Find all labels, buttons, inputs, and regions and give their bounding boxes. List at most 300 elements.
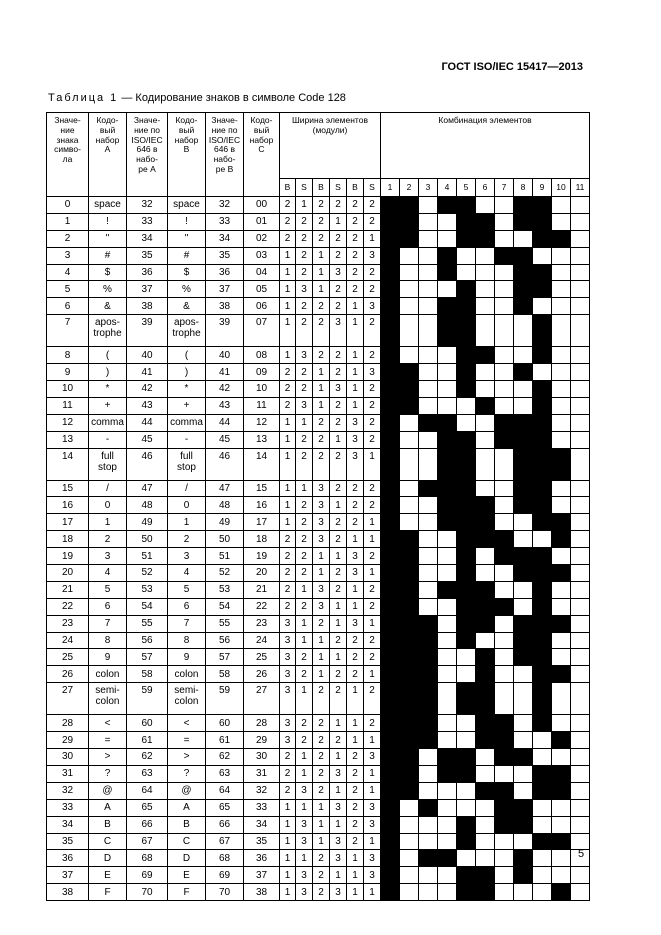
space-module [476, 565, 495, 582]
element-width: 2 [364, 715, 381, 732]
bar-module [419, 632, 438, 649]
space-module [419, 782, 438, 799]
element-width: 1 [280, 850, 296, 867]
code-set-c: 07 [244, 315, 280, 347]
iso-value-a: 61 [127, 732, 168, 749]
iso-value-a: 65 [127, 799, 168, 816]
bar-module [381, 598, 400, 615]
element-width: 1 [313, 397, 330, 414]
bar-module [476, 715, 495, 732]
symbol-value: 4 [47, 264, 89, 281]
iso-value-b: 55 [206, 615, 244, 632]
bar-module [419, 850, 438, 867]
element-width: 1 [364, 732, 381, 749]
code-set-a: & [89, 298, 127, 315]
element-width: 2 [347, 230, 364, 247]
space-module [495, 480, 514, 497]
space-module [457, 732, 476, 749]
symbol-value: 38 [47, 884, 89, 901]
element-width: 1 [313, 649, 330, 666]
element-width: 2 [330, 683, 347, 715]
table-row [47, 197, 590, 214]
element-width: 1 [347, 850, 364, 867]
code-set-a: 7 [89, 615, 127, 632]
space-module [571, 581, 590, 598]
bar-module [400, 197, 419, 214]
code-set-c: 15 [244, 480, 280, 497]
space-module [571, 514, 590, 531]
element-width: 3 [296, 347, 313, 364]
bar-module [514, 264, 533, 281]
bar-module [438, 431, 457, 448]
code-set-b: B [168, 816, 206, 833]
bar-module [381, 884, 400, 901]
space-module [571, 381, 590, 398]
space-module [514, 884, 533, 901]
bar-module [381, 683, 400, 715]
code-set-c: 04 [244, 264, 280, 281]
element-width: 1 [330, 615, 347, 632]
table-row [47, 615, 590, 632]
element-width: 2 [313, 732, 330, 749]
symbol-value: 7 [47, 315, 89, 347]
bar-module [533, 381, 552, 398]
bar-module [457, 448, 476, 480]
bar-module [514, 649, 533, 666]
iso-value-b: 36 [206, 264, 244, 281]
code-set-c: 01 [244, 213, 280, 230]
iso-value-b: 39 [206, 315, 244, 347]
bar-module [476, 397, 495, 414]
bar-module [476, 782, 495, 799]
space-module [495, 850, 514, 867]
element-width: 1 [364, 448, 381, 480]
element-width: 3 [330, 833, 347, 850]
bar-module [438, 480, 457, 497]
code-set-b: 2 [168, 531, 206, 548]
space-module [571, 749, 590, 766]
space-module [476, 765, 495, 782]
bar-module [533, 197, 552, 214]
element-width: 1 [280, 281, 296, 298]
bar-module [514, 615, 533, 632]
space-module [571, 765, 590, 782]
space-module [400, 833, 419, 850]
element-width: 3 [364, 799, 381, 816]
code-set-a: % [89, 281, 127, 298]
element-width: 1 [347, 531, 364, 548]
space-module [476, 548, 495, 565]
code-set-b: ? [168, 765, 206, 782]
space-module [457, 247, 476, 264]
code-set-c: 13 [244, 431, 280, 448]
space-module [457, 666, 476, 683]
space-module [495, 649, 514, 666]
space-module [514, 514, 533, 531]
element-width: 1 [330, 649, 347, 666]
bar-module [438, 298, 457, 315]
bar-module [381, 749, 400, 766]
iso-value-b: 53 [206, 581, 244, 598]
element-width: 3 [313, 480, 330, 497]
space-module [552, 213, 571, 230]
space-module [552, 414, 571, 431]
bar-module [457, 615, 476, 632]
space-module [571, 683, 590, 715]
space-module [552, 315, 571, 347]
bar-module [457, 565, 476, 582]
element-width: 1 [347, 683, 364, 715]
space-module [571, 281, 590, 298]
code-set-b: A [168, 799, 206, 816]
bar-module [381, 867, 400, 884]
space-module [419, 281, 438, 298]
element-width: 3 [330, 381, 347, 398]
element-width: 3 [296, 884, 313, 901]
iso-value-a: 58 [127, 666, 168, 683]
element-width: 3 [296, 782, 313, 799]
element-width: 1 [364, 833, 381, 850]
code-set-b: ) [168, 364, 206, 381]
element-width: 2 [347, 666, 364, 683]
space-module [571, 397, 590, 414]
space-module [400, 448, 419, 480]
space-module [571, 247, 590, 264]
bar-module [400, 782, 419, 799]
bar-module [476, 683, 495, 715]
space-module [533, 799, 552, 816]
code-set-c: 02 [244, 230, 280, 247]
element-width: 3 [364, 247, 381, 264]
element-width: 2 [347, 281, 364, 298]
iso-value-a: 48 [127, 497, 168, 514]
table-row [47, 683, 590, 715]
element-width: 1 [364, 531, 381, 548]
bar-module [438, 850, 457, 867]
space-module [476, 264, 495, 281]
bar-module [381, 531, 400, 548]
element-width: 2 [330, 581, 347, 598]
element-width: 2 [296, 315, 313, 347]
code-set-c: 35 [244, 833, 280, 850]
space-module [438, 799, 457, 816]
code-set-c: 06 [244, 298, 280, 315]
bar-module [381, 213, 400, 230]
space-module [552, 431, 571, 448]
code-set-b: # [168, 247, 206, 264]
space-module [438, 397, 457, 414]
code-set-c: 27 [244, 683, 280, 715]
space-module [552, 264, 571, 281]
element-width: 1 [330, 749, 347, 766]
module-number: 2 [400, 179, 419, 197]
code-set-c: 19 [244, 548, 280, 565]
code-set-a: 5 [89, 581, 127, 598]
iso-value-b: 50 [206, 531, 244, 548]
code-set-a: 2 [89, 531, 127, 548]
bar-module [514, 414, 533, 431]
element-width: 2 [364, 197, 381, 214]
table-row [47, 298, 590, 315]
element-width: 3 [347, 615, 364, 632]
bar-module [533, 281, 552, 298]
code-set-c: 24 [244, 632, 280, 649]
element-width: 3 [313, 514, 330, 531]
space-module [533, 749, 552, 766]
space-module [495, 581, 514, 598]
iso-value-b: 32 [206, 197, 244, 214]
space-module [571, 431, 590, 448]
bar-module [533, 765, 552, 782]
space-module [552, 247, 571, 264]
code-set-a: $ [89, 264, 127, 281]
element-width: 3 [364, 850, 381, 867]
bar-module [533, 683, 552, 715]
bar-module [476, 531, 495, 548]
element-width: 1 [280, 514, 296, 531]
header-combination: Комбинация элементов [381, 113, 590, 179]
element-width: 1 [364, 666, 381, 683]
code-set-b: % [168, 281, 206, 298]
space-module [476, 381, 495, 398]
iso-value-b: 58 [206, 666, 244, 683]
element-width: 2 [280, 565, 296, 582]
space-module [438, 816, 457, 833]
element-width: 2 [330, 514, 347, 531]
code-set-b: 4 [168, 565, 206, 582]
symbol-value: 9 [47, 364, 89, 381]
element-width: 1 [330, 715, 347, 732]
code-set-c: 33 [244, 799, 280, 816]
space-module [495, 683, 514, 715]
space-module [571, 732, 590, 749]
element-width: 3 [280, 615, 296, 632]
element-width: 1 [364, 514, 381, 531]
element-width: 1 [364, 565, 381, 582]
element-width: 2 [313, 431, 330, 448]
code-set-b: full stop [168, 448, 206, 480]
element-width: 2 [347, 749, 364, 766]
code-set-a: - [89, 431, 127, 448]
bar-module [552, 765, 571, 782]
width-label: S [296, 179, 313, 197]
code-set-a: F [89, 884, 127, 901]
space-module [552, 850, 571, 867]
bar-module [495, 799, 514, 816]
element-width: 2 [280, 548, 296, 565]
module-number: 6 [476, 179, 495, 197]
code-set-c: 05 [244, 281, 280, 298]
space-module [419, 765, 438, 782]
space-module [400, 816, 419, 833]
space-module [476, 480, 495, 497]
code-set-c: 08 [244, 347, 280, 364]
iso-value-b: 51 [206, 548, 244, 565]
bar-module [457, 765, 476, 782]
element-width: 1 [296, 480, 313, 497]
bar-module [457, 197, 476, 214]
bar-module [514, 548, 533, 565]
code-set-b: apos- trophe [168, 315, 206, 347]
space-module [419, 347, 438, 364]
table-row [47, 531, 590, 548]
space-module [552, 715, 571, 732]
element-width: 2 [296, 448, 313, 480]
bar-module [381, 480, 400, 497]
space-module [533, 364, 552, 381]
symbol-value: 20 [47, 565, 89, 582]
element-width: 2 [330, 364, 347, 381]
element-width: 1 [347, 884, 364, 901]
bar-module [514, 431, 533, 448]
iso-value-b: 69 [206, 867, 244, 884]
table-row [47, 833, 590, 850]
bar-module [457, 749, 476, 766]
code-set-b: 0 [168, 497, 206, 514]
iso-value-a: 34 [127, 230, 168, 247]
space-module [419, 264, 438, 281]
element-width: 3 [313, 581, 330, 598]
element-width: 1 [330, 782, 347, 799]
element-width: 2 [296, 298, 313, 315]
space-module [533, 850, 552, 867]
element-width: 1 [313, 247, 330, 264]
element-width: 1 [330, 816, 347, 833]
element-width: 1 [347, 298, 364, 315]
element-width: 1 [330, 548, 347, 565]
element-width: 2 [330, 298, 347, 315]
space-module [419, 197, 438, 214]
bar-module [495, 598, 514, 615]
code-set-b: 5 [168, 581, 206, 598]
table-row [47, 480, 590, 497]
iso-value-a: 54 [127, 598, 168, 615]
element-width: 2 [280, 230, 296, 247]
code128-table [46, 112, 590, 901]
space-module [400, 497, 419, 514]
code-set-b: > [168, 749, 206, 766]
element-width: 2 [364, 598, 381, 615]
space-module [419, 816, 438, 833]
space-module [571, 531, 590, 548]
code-set-b: F [168, 884, 206, 901]
element-width: 3 [330, 765, 347, 782]
bar-module [495, 548, 514, 565]
element-width: 1 [313, 548, 330, 565]
space-module [514, 666, 533, 683]
code-set-c: 20 [244, 565, 280, 582]
bar-module [381, 431, 400, 448]
bar-module [514, 632, 533, 649]
space-module [495, 765, 514, 782]
element-width: 1 [280, 264, 296, 281]
element-width: 3 [364, 364, 381, 381]
code-set-c: 09 [244, 364, 280, 381]
bar-module [514, 298, 533, 315]
element-width: 2 [280, 364, 296, 381]
table-row [47, 765, 590, 782]
page-number: 5 [578, 848, 585, 860]
iso-value-b: 54 [206, 598, 244, 615]
space-module [514, 765, 533, 782]
iso-value-b: 42 [206, 381, 244, 398]
bar-module [533, 448, 552, 480]
code-set-b: 3 [168, 548, 206, 565]
element-width: 3 [347, 431, 364, 448]
space-module [552, 364, 571, 381]
bar-module [381, 264, 400, 281]
bar-module [381, 247, 400, 264]
code-set-c: 00 [244, 197, 280, 214]
iso-value-b: 37 [206, 281, 244, 298]
code-set-c: 32 [244, 782, 280, 799]
code-set-a: 9 [89, 649, 127, 666]
table-row [47, 782, 590, 799]
bar-module [457, 497, 476, 514]
element-width: 1 [296, 581, 313, 598]
bar-module [533, 565, 552, 582]
bar-module [381, 197, 400, 214]
bar-module [533, 315, 552, 347]
space-module [438, 598, 457, 615]
code-set-a: + [89, 397, 127, 414]
symbol-value: 11 [47, 397, 89, 414]
bar-module [438, 247, 457, 264]
bar-module [381, 315, 400, 347]
element-width: 2 [364, 397, 381, 414]
bar-module [400, 632, 419, 649]
space-module [419, 598, 438, 615]
header-set-c: Кодо- вый набор C [244, 113, 280, 197]
bar-module [400, 683, 419, 715]
element-width: 2 [313, 197, 330, 214]
space-module [400, 431, 419, 448]
space-module [457, 414, 476, 431]
code-set-c: 14 [244, 448, 280, 480]
iso-value-a: 68 [127, 850, 168, 867]
space-module [571, 448, 590, 480]
bar-module [514, 364, 533, 381]
element-width: 1 [296, 197, 313, 214]
bar-module [438, 414, 457, 431]
bar-module [495, 732, 514, 749]
symbol-value: 25 [47, 649, 89, 666]
element-width: 1 [330, 497, 347, 514]
space-module [438, 683, 457, 715]
bar-module [438, 749, 457, 766]
bar-module [381, 833, 400, 850]
code-set-b: $ [168, 264, 206, 281]
space-module [438, 649, 457, 666]
space-module [495, 514, 514, 531]
element-width: 2 [296, 715, 313, 732]
width-label: S [364, 179, 381, 197]
element-width: 2 [347, 197, 364, 214]
element-width: 2 [313, 715, 330, 732]
space-module [552, 867, 571, 884]
iso-value-b: 52 [206, 565, 244, 582]
symbol-value: 27 [47, 683, 89, 715]
header-set-b: Кодо- вый набор B [168, 113, 206, 197]
element-width: 2 [330, 448, 347, 480]
space-module [457, 397, 476, 414]
code-set-a: space [89, 197, 127, 214]
element-width: 2 [364, 381, 381, 398]
element-width: 1 [296, 632, 313, 649]
space-module [438, 347, 457, 364]
code-set-a: B [89, 816, 127, 833]
code-set-b: 1 [168, 514, 206, 531]
